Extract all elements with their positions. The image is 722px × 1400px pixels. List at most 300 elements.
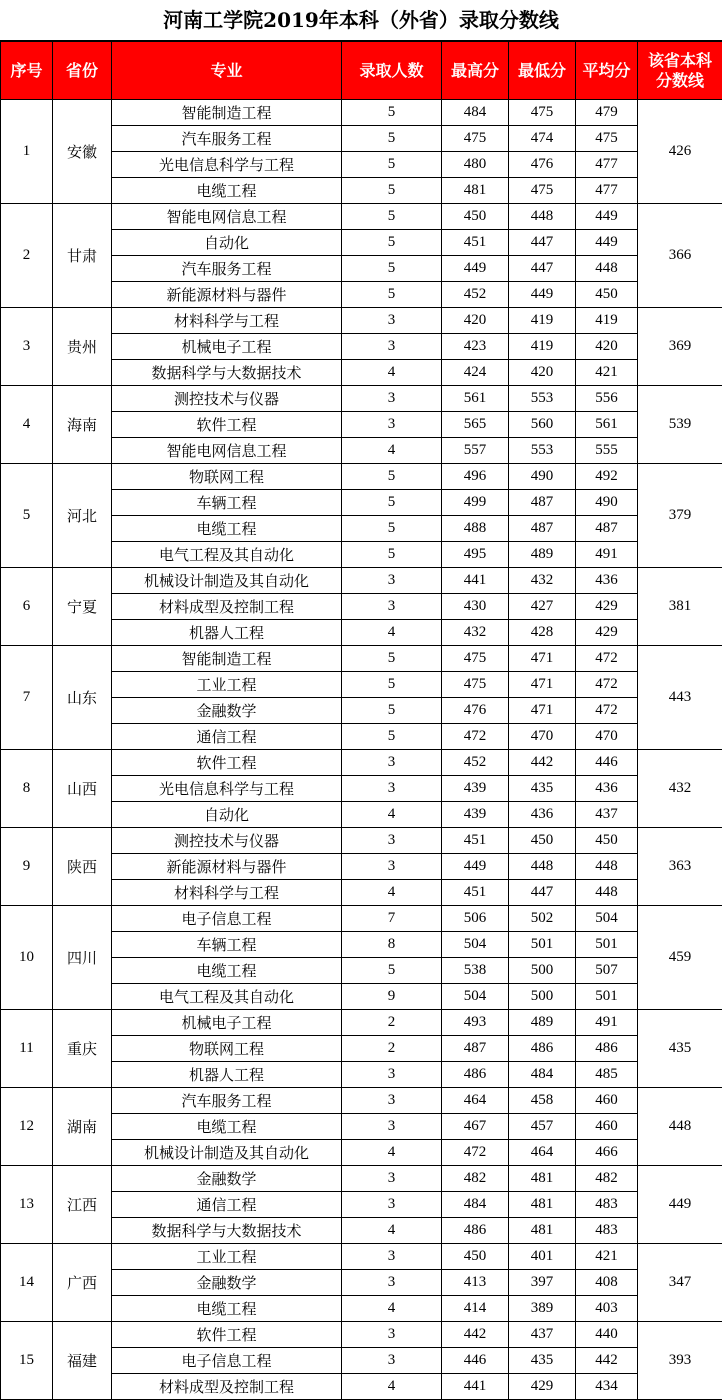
enrolled-cell: 5	[342, 178, 442, 204]
table-row	[1, 1322, 722, 1348]
province-line-cell: 347	[638, 1244, 722, 1322]
header-province: 省份	[53, 42, 112, 100]
avg-score-cell: 421	[576, 1244, 638, 1270]
avg-score-cell: 470	[576, 724, 638, 750]
header-major: 专业	[112, 42, 342, 100]
max-score-cell: 486	[442, 1062, 509, 1088]
enrolled-cell: 2	[342, 1036, 442, 1062]
min-score-cell: 487	[509, 516, 576, 542]
seq-cell: 3	[1, 308, 53, 386]
enrolled-cell: 3	[342, 594, 442, 620]
major-cell: 汽车服务工程	[112, 126, 342, 152]
province-cell: 安徽	[53, 100, 112, 204]
enrolled-cell: 3	[342, 1062, 442, 1088]
major-cell: 材料科学与工程	[112, 308, 342, 334]
seq-cell: 11	[1, 1010, 53, 1088]
avg-score-cell: 561	[576, 412, 638, 438]
avg-score-cell: 501	[576, 932, 638, 958]
enrolled-cell: 3	[342, 1088, 442, 1114]
major-cell: 汽车服务工程	[112, 256, 342, 282]
avg-score-cell: 483	[576, 1218, 638, 1244]
table-row	[1, 204, 722, 230]
max-score-cell: 441	[442, 1374, 509, 1400]
min-score-cell: 447	[509, 230, 576, 256]
enrolled-cell: 3	[342, 1192, 442, 1218]
province-cell: 贵州	[53, 308, 112, 386]
max-score-cell: 495	[442, 542, 509, 568]
avg-score-cell: 442	[576, 1348, 638, 1374]
seq-cell: 9	[1, 828, 53, 906]
avg-score-cell: 429	[576, 620, 638, 646]
min-score-cell: 401	[509, 1244, 576, 1270]
max-score-cell: 493	[442, 1010, 509, 1036]
enrolled-cell: 4	[342, 1296, 442, 1322]
major-cell: 材料成型及控制工程	[112, 1374, 342, 1400]
avg-score-cell: 429	[576, 594, 638, 620]
avg-score-cell: 448	[576, 854, 638, 880]
min-score-cell: 428	[509, 620, 576, 646]
major-cell: 光电信息科学与工程	[112, 776, 342, 802]
max-score-cell: 432	[442, 620, 509, 646]
major-cell: 智能电网信息工程	[112, 204, 342, 230]
min-score-cell: 500	[509, 958, 576, 984]
enrolled-cell: 4	[342, 1374, 442, 1400]
enrolled-cell: 5	[342, 672, 442, 698]
seq-cell: 13	[1, 1166, 53, 1244]
max-score-cell: 487	[442, 1036, 509, 1062]
major-cell: 机械设计制造及其自动化	[112, 1140, 342, 1166]
max-score-cell: 450	[442, 1244, 509, 1270]
enrolled-cell: 4	[342, 802, 442, 828]
enrolled-cell: 7	[342, 906, 442, 932]
min-score-cell: 447	[509, 256, 576, 282]
max-score-cell: 467	[442, 1114, 509, 1140]
major-cell: 电气工程及其自动化	[112, 542, 342, 568]
avg-score-cell: 491	[576, 1010, 638, 1036]
major-cell: 自动化	[112, 230, 342, 256]
max-score-cell: 420	[442, 308, 509, 334]
avg-score-cell: 403	[576, 1296, 638, 1322]
max-score-cell: 538	[442, 958, 509, 984]
max-score-cell: 476	[442, 698, 509, 724]
enrolled-cell: 3	[342, 1166, 442, 1192]
major-cell: 材料成型及控制工程	[112, 594, 342, 620]
table-row	[1, 1088, 722, 1114]
header-province-line: 该省本科分数线	[638, 42, 722, 100]
max-score-cell: 506	[442, 906, 509, 932]
avg-score-cell: 472	[576, 698, 638, 724]
enrolled-cell: 5	[342, 204, 442, 230]
major-cell: 电缆工程	[112, 958, 342, 984]
max-score-cell: 561	[442, 386, 509, 412]
province-cell: 江西	[53, 1166, 112, 1244]
enrolled-cell: 4	[342, 1140, 442, 1166]
major-cell: 测控技术与仪器	[112, 828, 342, 854]
province-cell: 四川	[53, 906, 112, 1010]
province-cell: 福建	[53, 1322, 112, 1400]
seq-cell: 10	[1, 906, 53, 1010]
min-score-cell: 435	[509, 776, 576, 802]
province-line-cell: 366	[638, 204, 722, 308]
max-score-cell: 499	[442, 490, 509, 516]
province-cell: 湖南	[53, 1088, 112, 1166]
max-score-cell: 423	[442, 334, 509, 360]
province-line-cell: 426	[638, 100, 722, 204]
avg-score-cell: 436	[576, 776, 638, 802]
min-score-cell: 490	[509, 464, 576, 490]
min-score-cell: 389	[509, 1296, 576, 1322]
seq-cell: 12	[1, 1088, 53, 1166]
major-cell: 软件工程	[112, 1322, 342, 1348]
seq-cell: 2	[1, 204, 53, 308]
avg-score-cell: 477	[576, 178, 638, 204]
major-cell: 电缆工程	[112, 1296, 342, 1322]
min-score-cell: 436	[509, 802, 576, 828]
avg-score-cell: 446	[576, 750, 638, 776]
province-line-cell: 379	[638, 464, 722, 568]
major-cell: 机器人工程	[112, 1062, 342, 1088]
min-score-cell: 500	[509, 984, 576, 1010]
province-line-cell: 363	[638, 828, 722, 906]
avg-score-cell: 421	[576, 360, 638, 386]
province-line-cell: 381	[638, 568, 722, 646]
enrolled-cell: 5	[342, 256, 442, 282]
min-score-cell: 475	[509, 100, 576, 126]
max-score-cell: 449	[442, 854, 509, 880]
major-cell: 汽车服务工程	[112, 1088, 342, 1114]
enrolled-cell: 4	[342, 360, 442, 386]
avg-score-cell: 504	[576, 906, 638, 932]
major-cell: 光电信息科学与工程	[112, 152, 342, 178]
min-score-cell: 429	[509, 1374, 576, 1400]
major-cell: 车辆工程	[112, 490, 342, 516]
min-score-cell: 553	[509, 438, 576, 464]
major-cell: 车辆工程	[112, 932, 342, 958]
min-score-cell: 447	[509, 880, 576, 906]
max-score-cell: 488	[442, 516, 509, 542]
table-row	[1, 1166, 722, 1192]
table-body	[1, 100, 722, 1400]
max-score-cell: 486	[442, 1218, 509, 1244]
enrolled-cell: 5	[342, 646, 442, 672]
avg-score-cell: 460	[576, 1114, 638, 1140]
avg-score-cell: 487	[576, 516, 638, 542]
max-score-cell: 472	[442, 724, 509, 750]
major-cell: 电缆工程	[112, 516, 342, 542]
table-row	[1, 568, 722, 594]
table-row	[1, 1010, 722, 1036]
major-cell: 电子信息工程	[112, 1348, 342, 1374]
header-row	[1, 42, 722, 100]
max-score-cell: 496	[442, 464, 509, 490]
province-cell: 山东	[53, 646, 112, 750]
province-cell: 陕西	[53, 828, 112, 906]
max-score-cell: 482	[442, 1166, 509, 1192]
major-cell: 物联网工程	[112, 1036, 342, 1062]
enrolled-cell: 5	[342, 724, 442, 750]
seq-cell: 15	[1, 1322, 53, 1400]
max-score-cell: 557	[442, 438, 509, 464]
max-score-cell: 475	[442, 672, 509, 698]
enrolled-cell: 3	[342, 828, 442, 854]
min-score-cell: 487	[509, 490, 576, 516]
enrolled-cell: 5	[342, 152, 442, 178]
major-cell: 智能制造工程	[112, 646, 342, 672]
major-cell: 工业工程	[112, 1244, 342, 1270]
province-line-cell: 449	[638, 1166, 722, 1244]
enrolled-cell: 5	[342, 542, 442, 568]
enrolled-cell: 5	[342, 126, 442, 152]
header-min-score: 最低分	[509, 42, 576, 100]
province-line-cell: 435	[638, 1010, 722, 1088]
enrolled-cell: 5	[342, 282, 442, 308]
max-score-cell: 450	[442, 204, 509, 230]
max-score-cell: 480	[442, 152, 509, 178]
province-cell: 广西	[53, 1244, 112, 1322]
enrolled-cell: 3	[342, 386, 442, 412]
header-seq: 序号	[1, 42, 53, 100]
max-score-cell: 484	[442, 1192, 509, 1218]
max-score-cell: 413	[442, 1270, 509, 1296]
province-line-cell: 393	[638, 1322, 722, 1400]
avg-score-cell: 436	[576, 568, 638, 594]
enrolled-cell: 5	[342, 958, 442, 984]
page-title: 河南工学院2019年本科（外省）录取分数线	[0, 0, 722, 41]
enrolled-cell: 5	[342, 490, 442, 516]
table-row	[1, 100, 722, 126]
min-score-cell: 476	[509, 152, 576, 178]
max-score-cell: 472	[442, 1140, 509, 1166]
avg-score-cell: 486	[576, 1036, 638, 1062]
major-cell: 机械电子工程	[112, 334, 342, 360]
avg-score-cell: 483	[576, 1192, 638, 1218]
major-cell: 智能电网信息工程	[112, 438, 342, 464]
min-score-cell: 489	[509, 1010, 576, 1036]
min-score-cell: 484	[509, 1062, 576, 1088]
enrolled-cell: 5	[342, 100, 442, 126]
avg-score-cell: 475	[576, 126, 638, 152]
header-avg-score: 平均分	[576, 42, 638, 100]
major-cell: 机械电子工程	[112, 1010, 342, 1036]
major-cell: 通信工程	[112, 1192, 342, 1218]
avg-score-cell: 448	[576, 256, 638, 282]
table-row	[1, 464, 722, 490]
max-score-cell: 441	[442, 568, 509, 594]
province-line-cell: 459	[638, 906, 722, 1010]
min-score-cell: 432	[509, 568, 576, 594]
major-cell: 新能源材料与器件	[112, 854, 342, 880]
avg-score-cell: 472	[576, 646, 638, 672]
max-score-cell: 504	[442, 932, 509, 958]
enrolled-cell: 3	[342, 568, 442, 594]
seq-cell: 4	[1, 386, 53, 464]
min-score-cell: 448	[509, 204, 576, 230]
min-score-cell: 475	[509, 178, 576, 204]
enrolled-cell: 9	[342, 984, 442, 1010]
avg-score-cell: 440	[576, 1322, 638, 1348]
avg-score-cell: 490	[576, 490, 638, 516]
enrolled-cell: 4	[342, 620, 442, 646]
avg-score-cell: 501	[576, 984, 638, 1010]
avg-score-cell: 466	[576, 1140, 638, 1166]
table-row	[1, 1244, 722, 1270]
major-cell: 电子信息工程	[112, 906, 342, 932]
max-score-cell: 442	[442, 1322, 509, 1348]
avg-score-cell: 479	[576, 100, 638, 126]
min-score-cell: 471	[509, 646, 576, 672]
min-score-cell: 437	[509, 1322, 576, 1348]
min-score-cell: 450	[509, 828, 576, 854]
major-cell: 工业工程	[112, 672, 342, 698]
header-max-score: 最高分	[442, 42, 509, 100]
major-cell: 测控技术与仪器	[112, 386, 342, 412]
max-score-cell: 439	[442, 776, 509, 802]
max-score-cell: 464	[442, 1088, 509, 1114]
max-score-cell: 446	[442, 1348, 509, 1374]
min-score-cell: 502	[509, 906, 576, 932]
enrolled-cell: 3	[342, 334, 442, 360]
min-score-cell: 481	[509, 1166, 576, 1192]
avg-score-cell: 482	[576, 1166, 638, 1192]
min-score-cell: 489	[509, 542, 576, 568]
avg-score-cell: 419	[576, 308, 638, 334]
max-score-cell: 449	[442, 256, 509, 282]
avg-score-cell: 408	[576, 1270, 638, 1296]
avg-score-cell: 507	[576, 958, 638, 984]
enrolled-cell: 5	[342, 464, 442, 490]
min-score-cell: 419	[509, 334, 576, 360]
major-cell: 电缆工程	[112, 178, 342, 204]
min-score-cell: 458	[509, 1088, 576, 1114]
max-score-cell: 481	[442, 178, 509, 204]
major-cell: 材料科学与工程	[112, 880, 342, 906]
major-cell: 通信工程	[112, 724, 342, 750]
province-cell: 宁夏	[53, 568, 112, 646]
avg-score-cell: 460	[576, 1088, 638, 1114]
province-line-cell: 539	[638, 386, 722, 464]
seq-cell: 8	[1, 750, 53, 828]
table-row	[1, 646, 722, 672]
province-cell: 河北	[53, 464, 112, 568]
enrolled-cell: 3	[342, 1270, 442, 1296]
min-score-cell: 481	[509, 1218, 576, 1244]
seq-cell: 1	[1, 100, 53, 204]
enrolled-cell: 4	[342, 1218, 442, 1244]
major-cell: 电气工程及其自动化	[112, 984, 342, 1010]
min-score-cell: 560	[509, 412, 576, 438]
min-score-cell: 442	[509, 750, 576, 776]
avg-score-cell: 434	[576, 1374, 638, 1400]
enrolled-cell: 8	[342, 932, 442, 958]
min-score-cell: 486	[509, 1036, 576, 1062]
admission-score-table	[0, 41, 722, 1400]
province-cell: 山西	[53, 750, 112, 828]
max-score-cell: 484	[442, 100, 509, 126]
avg-score-cell: 555	[576, 438, 638, 464]
avg-score-cell: 472	[576, 672, 638, 698]
min-score-cell: 470	[509, 724, 576, 750]
max-score-cell: 475	[442, 646, 509, 672]
enrolled-cell: 3	[342, 1114, 442, 1140]
avg-score-cell: 477	[576, 152, 638, 178]
province-line-cell: 448	[638, 1088, 722, 1166]
enrolled-cell: 4	[342, 880, 442, 906]
header-enrolled: 录取人数	[342, 42, 442, 100]
province-cell: 重庆	[53, 1010, 112, 1088]
table-row	[1, 308, 722, 334]
min-score-cell: 464	[509, 1140, 576, 1166]
min-score-cell: 553	[509, 386, 576, 412]
major-cell: 数据科学与大数据技术	[112, 360, 342, 386]
table-row	[1, 386, 722, 412]
seq-cell: 5	[1, 464, 53, 568]
max-score-cell: 451	[442, 230, 509, 256]
min-score-cell: 457	[509, 1114, 576, 1140]
min-score-cell: 448	[509, 854, 576, 880]
major-cell: 电缆工程	[112, 1114, 342, 1140]
major-cell: 智能制造工程	[112, 100, 342, 126]
province-line-cell: 432	[638, 750, 722, 828]
enrolled-cell: 5	[342, 698, 442, 724]
avg-score-cell: 450	[576, 828, 638, 854]
major-cell: 软件工程	[112, 412, 342, 438]
enrolled-cell: 2	[342, 1010, 442, 1036]
enrolled-cell: 3	[342, 1348, 442, 1374]
max-score-cell: 439	[442, 802, 509, 828]
min-score-cell: 481	[509, 1192, 576, 1218]
max-score-cell: 424	[442, 360, 509, 386]
major-cell: 金融数学	[112, 698, 342, 724]
max-score-cell: 452	[442, 750, 509, 776]
major-cell: 物联网工程	[112, 464, 342, 490]
min-score-cell: 419	[509, 308, 576, 334]
min-score-cell: 449	[509, 282, 576, 308]
enrolled-cell: 3	[342, 1244, 442, 1270]
min-score-cell: 427	[509, 594, 576, 620]
enrolled-cell: 3	[342, 750, 442, 776]
min-score-cell: 501	[509, 932, 576, 958]
min-score-cell: 397	[509, 1270, 576, 1296]
enrolled-cell: 4	[342, 438, 442, 464]
avg-score-cell: 449	[576, 204, 638, 230]
max-score-cell: 414	[442, 1296, 509, 1322]
major-cell: 金融数学	[112, 1270, 342, 1296]
max-score-cell: 451	[442, 828, 509, 854]
avg-score-cell: 492	[576, 464, 638, 490]
avg-score-cell: 485	[576, 1062, 638, 1088]
seq-cell: 7	[1, 646, 53, 750]
min-score-cell: 435	[509, 1348, 576, 1374]
major-cell: 数据科学与大数据技术	[112, 1218, 342, 1244]
table-row	[1, 750, 722, 776]
major-cell: 自动化	[112, 802, 342, 828]
min-score-cell: 471	[509, 698, 576, 724]
province-line-cell: 369	[638, 308, 722, 386]
avg-score-cell: 449	[576, 230, 638, 256]
enrolled-cell: 3	[342, 854, 442, 880]
province-line-cell: 443	[638, 646, 722, 750]
major-cell: 金融数学	[112, 1166, 342, 1192]
seq-cell: 6	[1, 568, 53, 646]
enrolled-cell: 3	[342, 308, 442, 334]
province-cell: 甘肃	[53, 204, 112, 308]
avg-score-cell: 420	[576, 334, 638, 360]
seq-cell: 14	[1, 1244, 53, 1322]
table-row	[1, 828, 722, 854]
avg-score-cell: 450	[576, 282, 638, 308]
max-score-cell: 565	[442, 412, 509, 438]
max-score-cell: 452	[442, 282, 509, 308]
